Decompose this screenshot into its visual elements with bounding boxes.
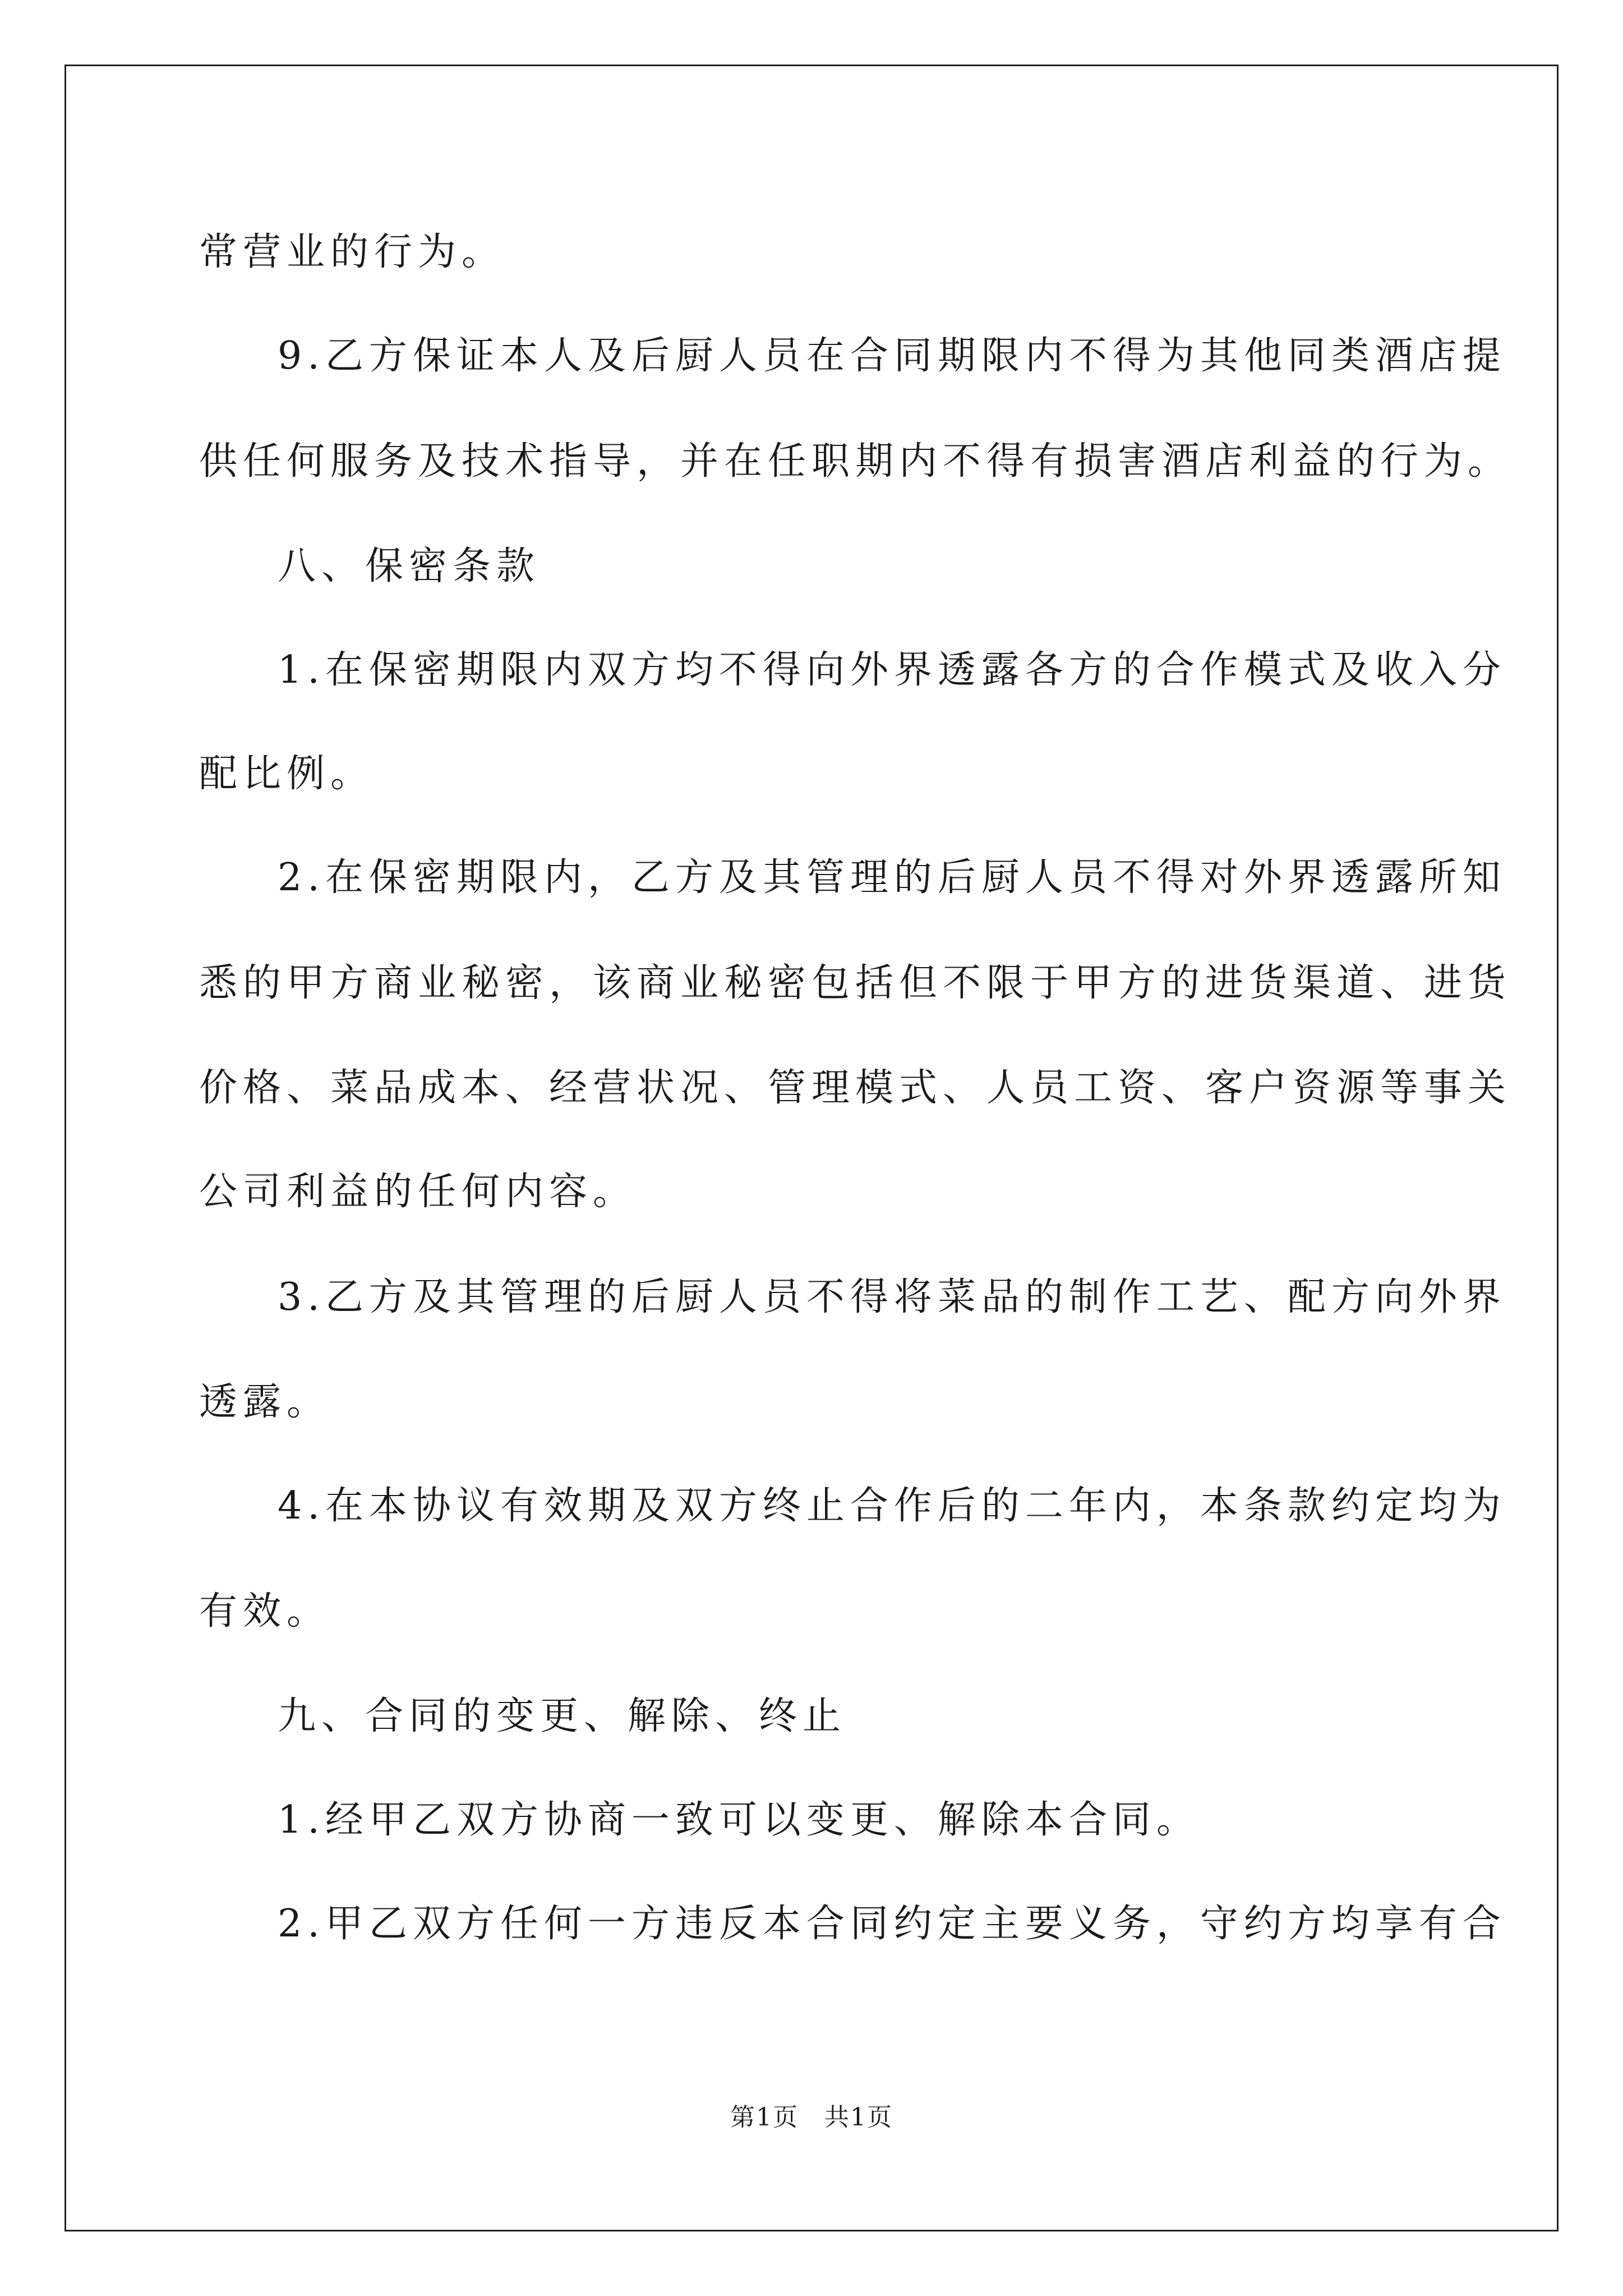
text-line: 有效。: [199, 1589, 331, 1634]
section-heading: 九、合同的变更、解除、终止: [278, 1694, 847, 1738]
text-line: 2.甲乙双方任何一方违反本合同约定主要义务，守约方均享有合: [278, 1902, 1506, 1946]
text-line: 3.乙方及其管理的后厨人员不得将菜品的制作工艺、配方向外界: [278, 1275, 1506, 1319]
section-heading: 八、保密条款: [278, 544, 541, 588]
text-line: 1.在保密期限内双方均不得向外界透露各方的合作模式及收入分: [278, 648, 1506, 692]
text-line: 透露。: [199, 1380, 331, 1424]
text-line: 价格、菜品成本、经营状况、管理模式、人员工资、客户资源等事关: [199, 1066, 1512, 1110]
text-line: 1.经甲乙双方协商一致可以变更、解除本合同。: [278, 1798, 1200, 1842]
text-line: 9.乙方保证本人及后厨人员在合同期限内不得为其他同类酒店提: [278, 334, 1506, 378]
text-line: 公司利益的任何内容。: [199, 1170, 637, 1214]
text-line: 供任何服务及技术指导，并在任职期内不得有损害酒店利益的行为。: [199, 439, 1512, 484]
page-number: 第1页 共1页: [730, 2103, 893, 2132]
text-line: 悉的甲方商业秘密，该商业秘密包括但不限于甲方的进货渠道、进货: [199, 961, 1512, 1005]
text-line: 2.在保密期限内，乙方及其管理的后厨人员不得对外界透露所知: [278, 855, 1506, 900]
text-line: 配比例。: [199, 752, 375, 796]
text-line: 4.在本协议有效期及双方终止合作后的二年内，本条款约定均为: [278, 1484, 1506, 1528]
text-line: 常营业的行为。: [199, 230, 506, 274]
